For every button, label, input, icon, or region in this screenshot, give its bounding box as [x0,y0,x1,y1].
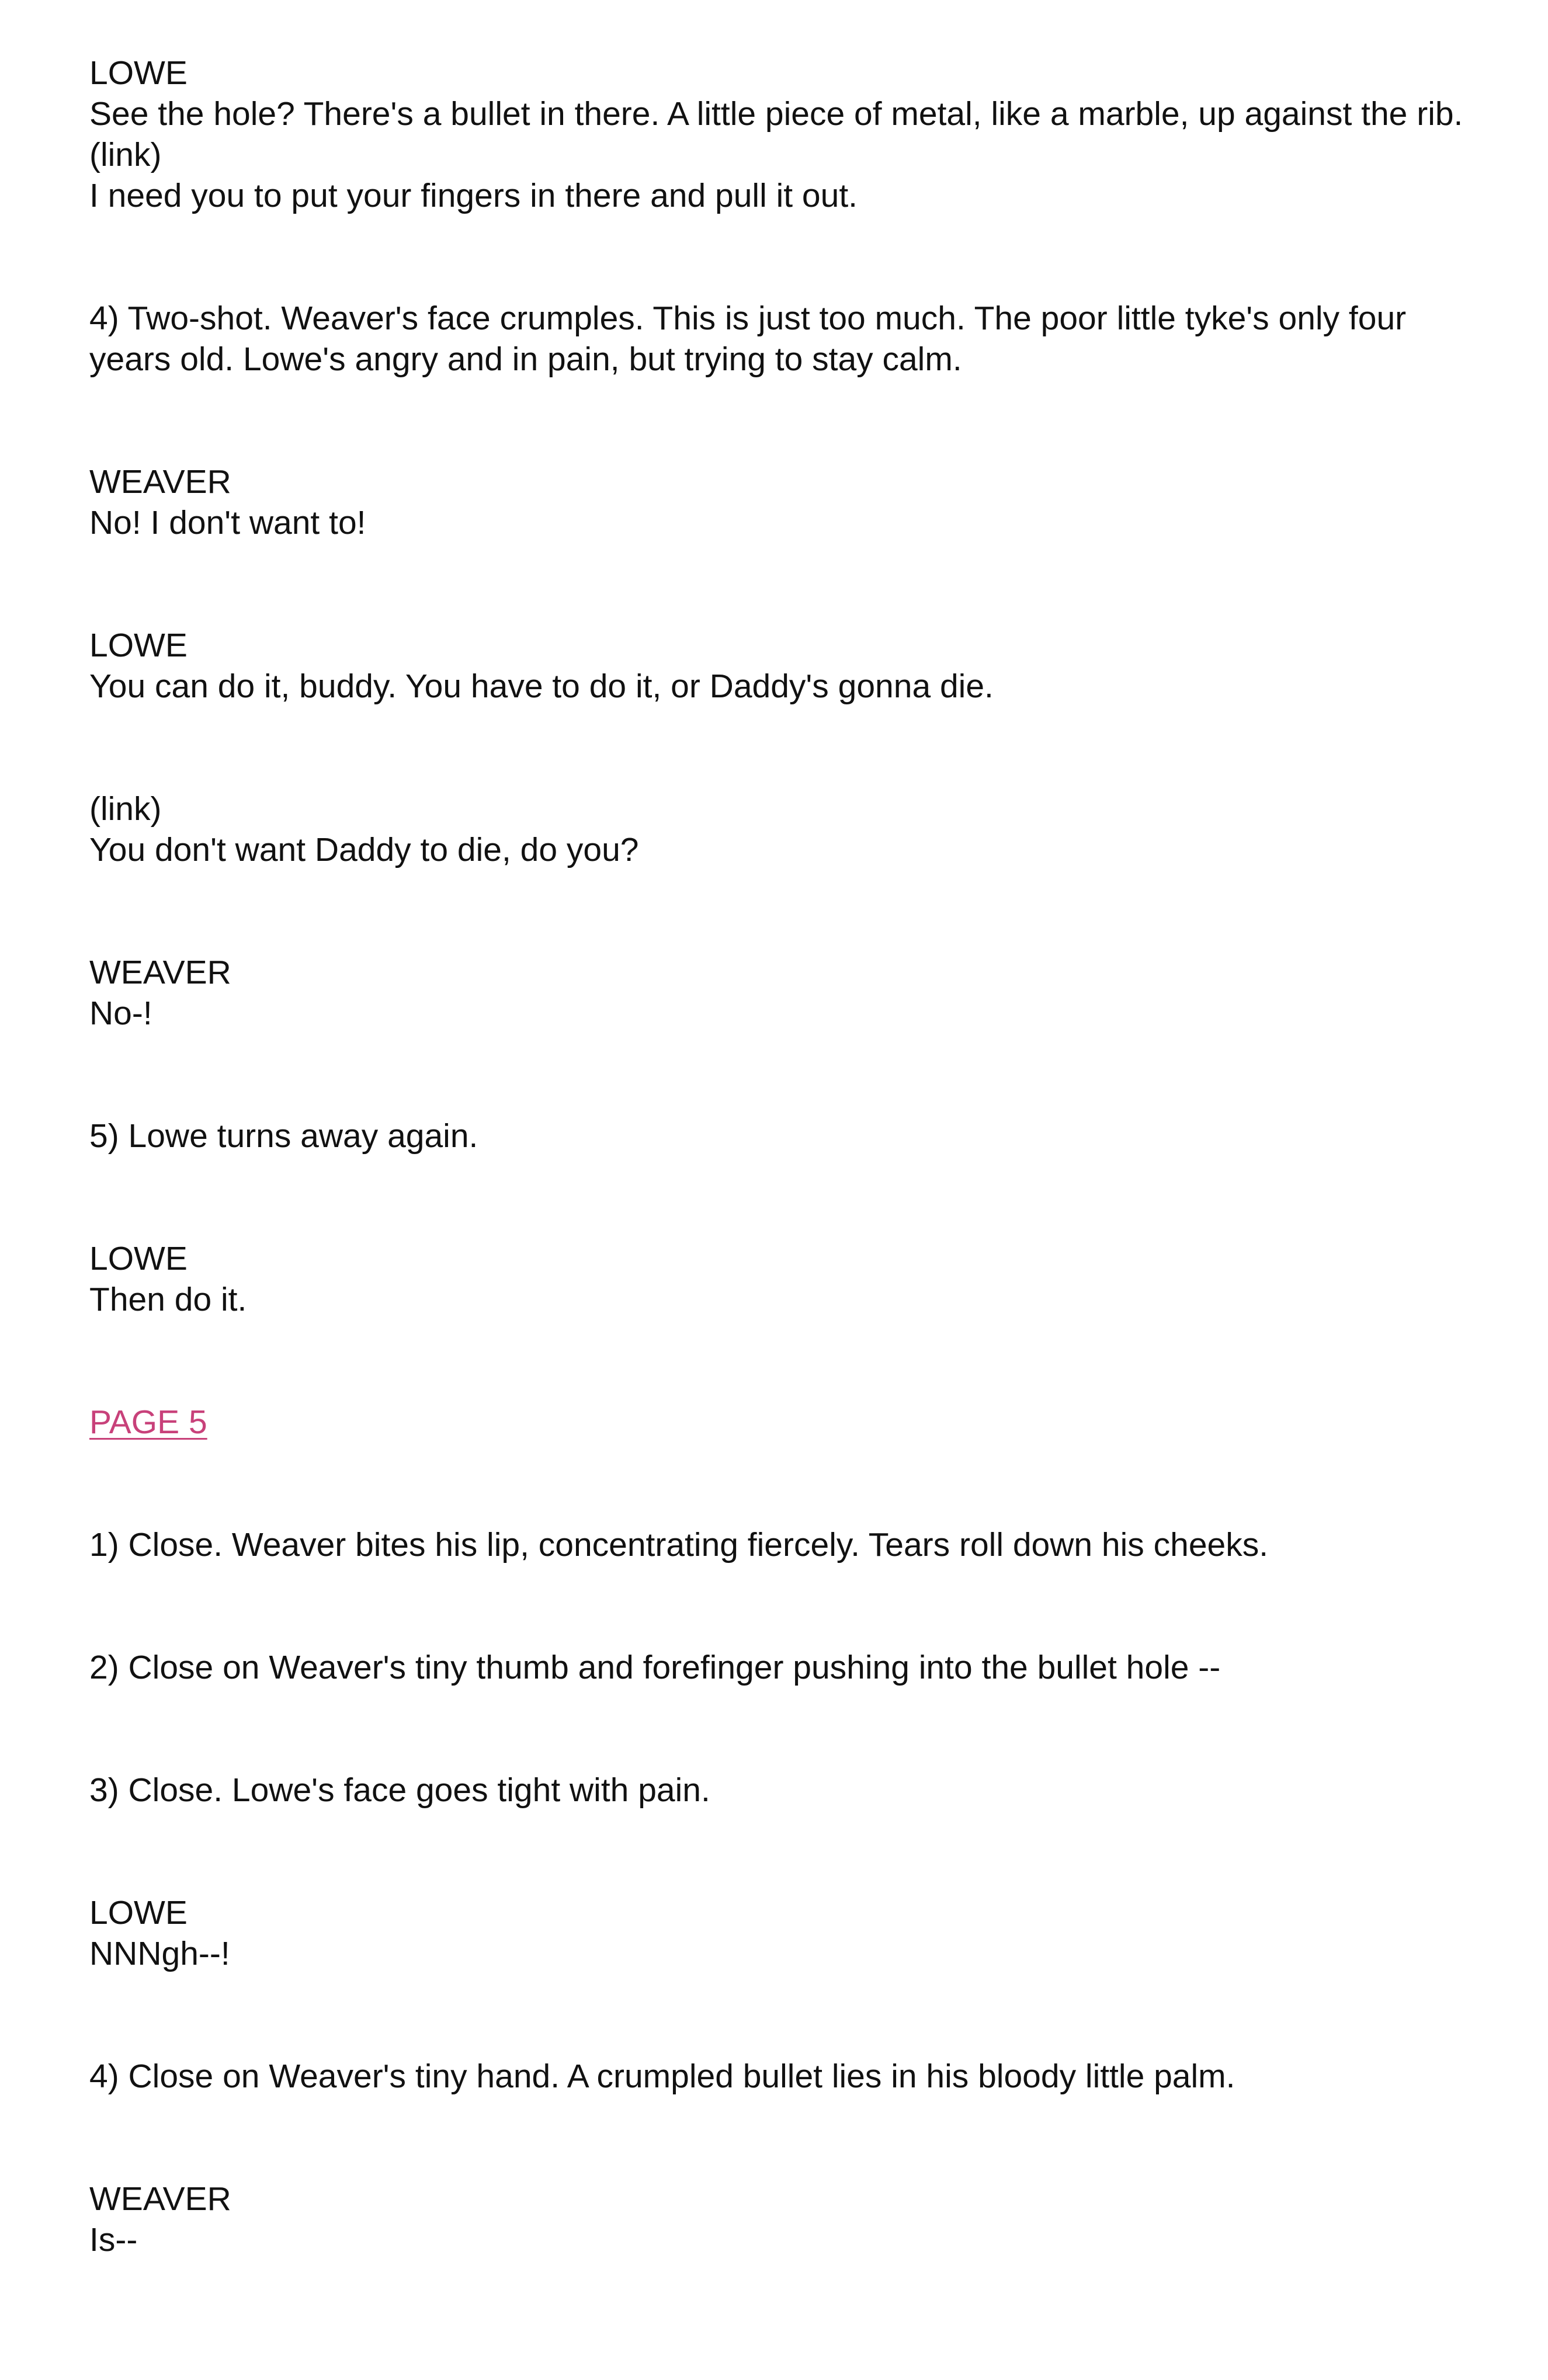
panel-description: 4) Close on Weaver's tiny hand. A crumpled bullet lies in his bloody little palm. [89,2058,1235,2095]
dialogue-line: Is-- [89,2221,138,2259]
dialogue-block [89,53,1480,216]
stage-direction: (link) [89,790,162,828]
speaker-name: LOWE [89,627,188,664]
dialogue-line: You don't want Daddy to die, do you? [89,831,639,868]
dialogue-line: See the hole? There's a bullet in there. A little piece of metal, like a marble, up against the rib. [89,95,1463,133]
dialogue-block [89,625,1480,707]
speaker-name: WEAVER [89,954,231,991]
panel-description: 4) Two-shot. Weaver's face crumples. This is just too much. The poor little tyke's only four years old. Lowe's angry and in pain, but trying to stay calm. [89,300,1407,378]
dialogue-block [89,1892,1480,1974]
dialogue-line: No! I don't want to! [89,504,366,541]
speaker-name: WEAVER [89,463,231,501]
dialogue-line: You can do it, buddy. You have to do it, or Daddy's gonna die. [89,668,994,705]
panel-description: 5) Lowe turns away again. [89,1117,478,1155]
dialogue-block [89,788,1480,870]
stage-direction: (link) [89,136,162,173]
dialogue-block [89,2179,1480,2260]
dialogue-line: Then do it. [89,1281,247,1318]
script-document [89,53,1480,2260]
dialogue-block [89,461,1480,543]
dialogue-line: NNNgh--! [89,1935,230,1972]
dialogue-line: I need you to put your fingers in there and pull it out. [89,177,858,214]
speaker-name: LOWE [89,1240,188,1277]
dialogue-line: No-! [89,995,152,1032]
page-5-link[interactable]: PAGE 5 [89,1403,207,1441]
panel-description: 3) Close. Lowe's face goes tight with pain. [89,1771,710,1809]
speaker-name: LOWE [89,1894,188,1931]
speaker-name: WEAVER [89,2180,231,2218]
panel-description: 1) Close. Weaver bites his lip, concentrating fiercely. Tears roll down his cheeks. [89,1526,1269,1563]
panel-description: 2) Close on Weaver's tiny thumb and forefinger pushing into the bullet hole -- [89,1649,1221,1686]
speaker-name: LOWE [89,54,188,92]
dialogue-block [89,952,1480,1034]
dialogue-block [89,1238,1480,1320]
